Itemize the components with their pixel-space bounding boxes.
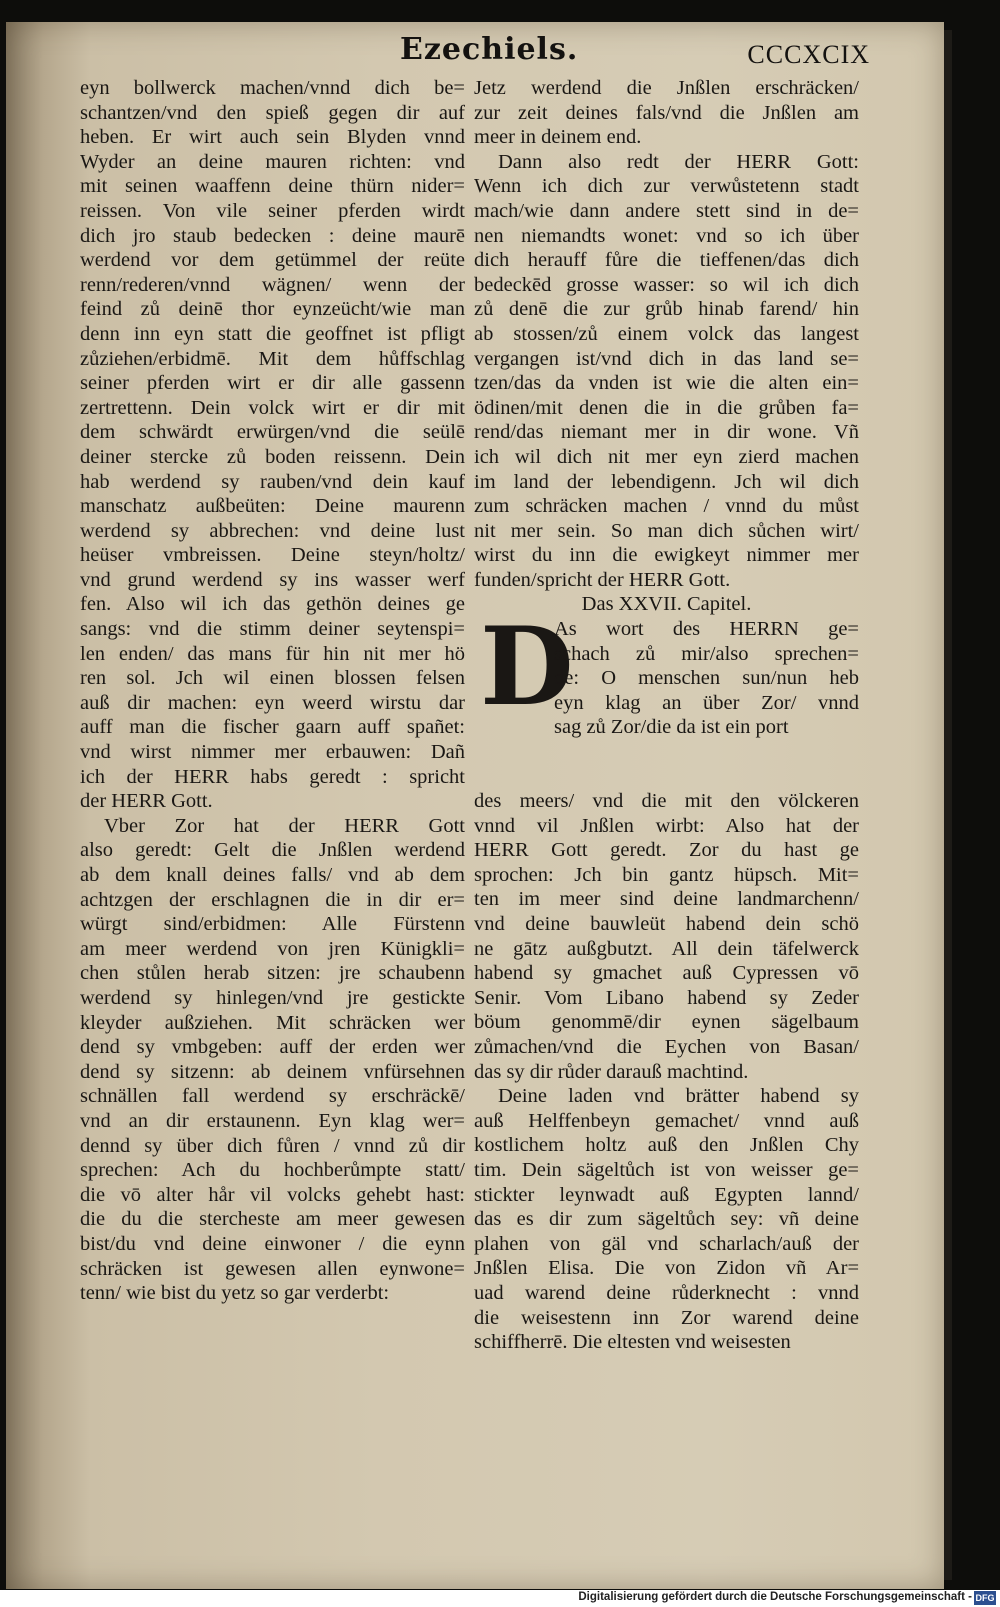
text-line: des meers/ vnd die mit den völckeren xyxy=(474,790,859,813)
text-line: vnd an dir erstaunenn. Eyn klag wer= xyxy=(80,1109,465,1132)
left-column xyxy=(80,76,465,1306)
text-line: zůmachen/vnd die Eychen von Basan/ xyxy=(474,1036,859,1058)
page-edge xyxy=(944,30,952,1580)
text-line: stickter leynwadt auß Egypten lannd/ xyxy=(474,1183,859,1206)
text-line: schach zů mir/also sprechen= xyxy=(554,642,859,665)
text-line: seiner pferden wirt er dir alle gassenn xyxy=(80,372,465,395)
text-line: sag zů Zor/die da ist ein port xyxy=(554,716,789,739)
text-line: kleyder außziehen. Mit schräcken wer xyxy=(80,1011,465,1034)
text-line: die du die stercheste am meer gewesen xyxy=(80,1208,465,1231)
text-line: schiffherrē. Die eltesten vnd weisesten xyxy=(474,1331,791,1354)
text-line: dem schwärdt erwürgen/vnd die seülē xyxy=(80,421,465,444)
text-line: heüser vmbreissen. Deine steyn/holtz/ xyxy=(80,544,465,567)
text-line: ren sol. Jch wil einen blossen felsen xyxy=(80,667,465,690)
text-line: Jetz werdend die Jnßlen erschräcken/ xyxy=(474,77,859,99)
text-line: zur zeit deines fals/vnd die Jnßlen am xyxy=(474,101,859,124)
text-line: werdend sy abbrechen: vnd deine lust xyxy=(80,519,465,542)
text-line: wirst du inn die ewigkeyt nimmer mer xyxy=(474,544,859,567)
text-line: die vō alter hår vil volcks gehebt hast: xyxy=(80,1183,465,1206)
text-line: Wenn ich dich zur verwůstetenn stadt xyxy=(474,175,859,198)
text-line: Vber Zor hat der HERR Gott xyxy=(104,814,465,837)
text-line: zum schräcken machen / vnnd du můst xyxy=(474,495,859,518)
text-line: auff man die fischer gaarn auff spañet: xyxy=(80,716,465,739)
text-line: dich jro staub bedecken : deine maurē xyxy=(80,224,465,247)
text-line: der HERR Gott. xyxy=(80,790,213,813)
text-line: fen. Also wil ich das gethön deines ge xyxy=(80,593,465,616)
text-line: werdend sy hinlegen/vnd jre gestickte xyxy=(80,986,465,1009)
text-line: ödinen/mit denen die in die grůben fa= xyxy=(474,396,859,419)
footer-bar xyxy=(0,1590,1000,1607)
page-header xyxy=(60,26,940,72)
text-line: funden/spricht der HERR Gott. xyxy=(474,568,731,591)
funding-credit: Digitalisierung gefördert durch die Deutsche Forschungsgemeinschaft - xyxy=(578,1591,972,1603)
text-line: ich der HERR habs geredt : spricht xyxy=(80,765,465,788)
text-line: nit mer sein. So man dich sůchen wirt/ xyxy=(474,519,859,542)
text-line: chen stůlen herab sitzen: jre schaubenn xyxy=(80,962,465,985)
text-line: bist/du vnd deine einwoner / die eynn xyxy=(80,1232,465,1255)
text-line: Dann also redt der HERR Gott: xyxy=(498,150,859,173)
text-line: heben. Er wirt auch sein Blyden vnnd xyxy=(80,126,465,149)
text-line: sangs: vnd die stimm deiner seytenspi= xyxy=(80,618,465,641)
text-line: dennd sy über dich fůren / vnnd zů dir xyxy=(80,1134,465,1157)
text-line: HERR Gott geredt. Zor du hast ge xyxy=(474,839,859,862)
text-line: ab dem knall deines falls/ vnd ab dem xyxy=(80,864,465,886)
left-text-block-a xyxy=(80,76,465,814)
text-line: plahen von gäl vnd scharlach/auß der xyxy=(474,1232,859,1255)
text-line: schantzen/vnd den spieß gegen dir auf xyxy=(80,101,465,124)
text-line: vnd deine bauwleüt habend dein schö xyxy=(474,913,859,936)
text-line: schräcken ist gewesen allen eynwone= xyxy=(80,1257,465,1280)
text-line: Deine laden vnd brätter habend sy xyxy=(498,1085,859,1108)
right-column xyxy=(474,76,859,1355)
text-line: bedeckēd grosse wasser: so wil ich dich xyxy=(474,273,859,296)
text-line: das es dir zum sägeltůch sey: vñ deine xyxy=(474,1208,859,1231)
text-line: habend sy gmachet auß Cypressen vō xyxy=(474,962,859,985)
text-line: mach/wie dann andere stett sind in de= xyxy=(474,199,859,222)
text-line: sprechen: Ach du hochberůmpte statt/ xyxy=(80,1159,465,1182)
text-line: ab stossen/zů einem volck das langest xyxy=(474,322,859,345)
text-line: tim. Dein sägeltůch ist von weisser ge= xyxy=(474,1158,859,1181)
text-line: uad warend deine růderknecht : vnnd xyxy=(474,1281,859,1304)
text-line: dich herauff fůre die tieffenen/das dich xyxy=(474,249,859,272)
text-line: vergangen ist/vnd dich in das land se= xyxy=(474,347,859,370)
text-line: auß Helffenbeyn gemachet/ vnnd auß xyxy=(474,1109,859,1132)
text-line: Senir. Vom Libano habend sy Zeder xyxy=(474,986,859,1009)
text-line: werdend vor dem getümmel der reüte xyxy=(80,249,465,272)
text-line: dend sy sitzenn: ab deinem vnfürsehnen xyxy=(80,1060,465,1083)
text-line: tenn/ wie bist du yetz so gar verderbt: xyxy=(80,1282,390,1305)
text-line: vnd wirst nimmer mer erbauwen: Dañ xyxy=(80,741,465,764)
text-line: böum genommē/dir eynen sägelbaum xyxy=(474,1011,859,1034)
text-line: am meer werdend von jren Künigkli= xyxy=(80,937,465,960)
text-line: feind zů deinē thor eynzeücht/wie man xyxy=(80,298,465,321)
folio-number: CCCXCIX xyxy=(747,40,870,69)
text-line: im land der lebendigenn. Jch wil dich xyxy=(474,470,859,493)
text-line: dend sy vmbgeben: auff der erden wer xyxy=(80,1036,465,1059)
text-line: auß dir machen: eyn weerd wirstu dar xyxy=(80,691,465,714)
text-line: mit seinen waaffenn deine thürn nider= xyxy=(80,175,465,198)
text-line: eyn bollwerck machen/vnnd dich be= xyxy=(80,77,465,99)
text-line: zů denē die zur grůb hinab farend/ hin xyxy=(474,298,859,321)
chapter-heading: Das XXVII. Capitel. xyxy=(581,593,752,616)
text-line: schnällen fall werdend sy erschräckē/ xyxy=(80,1085,465,1108)
text-line: achtzgen der erschlagnen die in dir er= xyxy=(80,888,465,911)
text-line: len enden/ das mans für hin nit mer hö xyxy=(80,642,465,665)
right-text-block-a xyxy=(474,76,859,150)
text-line: manschatz außbeüten: Deine maurenn xyxy=(80,495,465,518)
right-text-block-c xyxy=(474,789,859,1084)
right-text-block-b xyxy=(474,150,859,593)
text-line: vnnd vil Jnßlen wirbt: Also hat der xyxy=(474,814,859,837)
text-line: renn/rederen/vnnd wägnen/ wenn der xyxy=(80,273,465,296)
text-line: ten im meer sind deine landmarchenn/ xyxy=(474,888,859,911)
text-line: deiner stercke zů boden reissenn. Dein xyxy=(80,445,465,468)
text-line: zůziehen/erbidmē. Mit dem hůffschlag xyxy=(80,347,465,370)
drop-cap-initial: D xyxy=(480,604,574,731)
text-line: Wyder an deine mauren richten: vnd xyxy=(80,150,465,173)
text-line: ne gātz außgbutzt. All dein täfelwerck xyxy=(474,937,859,960)
text-line: nen niemandts wonet: vnd so ich über xyxy=(474,224,859,247)
text-line: tzen/das da vnden ist wie die alten ein= xyxy=(474,372,859,395)
text-line: denn inn eyn statt die geoffnet ist pfligt xyxy=(80,322,465,345)
text-line: die weisestenn inn Zor warend deine xyxy=(474,1306,859,1329)
text-line: eyn klag an über Zor/ vnnd xyxy=(554,691,859,714)
text-line: das sy dir růder darauß machtind. xyxy=(474,1060,749,1083)
right-text-block-d xyxy=(474,1084,859,1355)
text-line: de: O menschen sun/nun heb xyxy=(554,667,859,690)
text-line: rend/das niemant mer in dir wone. Vñ xyxy=(474,421,859,444)
text-line: zertrettenn. Dein volck wirt er dir mit xyxy=(80,396,465,419)
text-line: hab werdend sy rauben/vnd dein kauf xyxy=(80,470,465,493)
text-line: reissen. Von vile seiner pferden wirdt xyxy=(80,199,465,222)
text-line: vnd grund werdend sy ins wasser werf xyxy=(80,568,465,591)
dfg-logo: DFG xyxy=(975,1593,995,1603)
text-line: würgt sind/erbidmen: Alle Fürstenn xyxy=(80,913,465,936)
text-line: meer in deinem end. xyxy=(474,126,642,149)
text-line: sprochen: Jch bin gantz hüpsch. Mit= xyxy=(474,863,859,886)
text-line: Jnßlen Elisa. Die von Zidon vñ Ar= xyxy=(474,1257,859,1280)
text-line: also geredt: Gelt die Jnßlen werdend xyxy=(80,839,465,862)
text-line: kostlichem holtz auß den Jnßlen Chy xyxy=(474,1134,859,1157)
running-head: Ezechiels. xyxy=(400,32,579,67)
left-text-block-b xyxy=(80,814,465,1306)
text-line: ich wil dich nit mer eyn zierd machen xyxy=(474,445,859,468)
dropcap-text-lines xyxy=(554,617,859,740)
text-line: As wort des HERRN ge= xyxy=(554,618,859,641)
